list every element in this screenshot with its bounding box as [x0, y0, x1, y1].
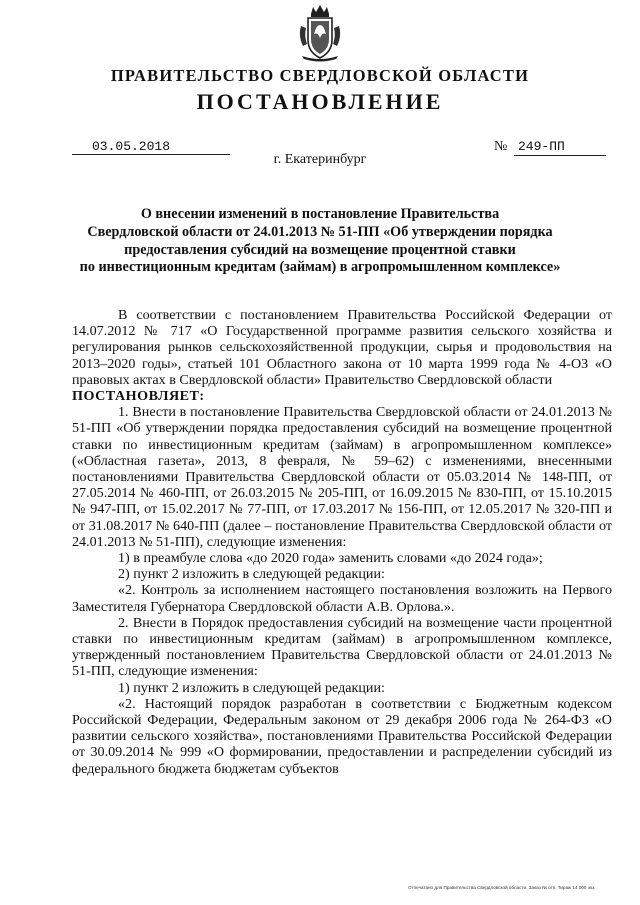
clause-1-2-text-paragraph: «2. Контроль за исполнением настоящего постановления возложить на Первого Заместителя Губернатора Свердловской области А.В. Орлова.».: [72, 582, 612, 615]
clause-1-1-paragraph: 1) в преамбуле слова «до 2020 года» заменить словами «до 2024 года»;: [118, 550, 543, 567]
subject-line: Свердловской области от 24.01.2013 № 51-ПП «Об утверждении порядка: [87, 223, 553, 240]
subject-line: О внесении изменений в постановление Правительства: [140, 206, 500, 222]
clause-1-2-paragraph: 2) пункт 2 изложить в следующей редакции:: [118, 566, 385, 583]
document-body: [72, 307, 612, 777]
clause-2-1-paragraph: 1) пункт 2 изложить в следующей редакции:: [118, 679, 385, 696]
document-type-title: ПОСТАНОВЛЕНИЕ: [196, 89, 444, 114]
subject-line: по инвестиционным кредитам (займам) в агропромышленном комплексе»: [79, 259, 561, 276]
clause-2-paragraph: 2. Внести в Порядок предоставления субсидий на возмещение части процентной ставки по инвестиционным кредитам (займам) в агропромышленном комплексе, утвержденный постановлением Правительства Свердловской области от 24.01.2013 № 51-ПП, следующие изменения:: [72, 614, 612, 680]
number-sign: №: [494, 139, 508, 154]
clause-2-1-text-paragraph: «2. Настоящий порядок разработан в соответствии с Бюджетным кодексом Российской Федерации, Федеральным законом от 29 декабря 2006 года № 264-ФЗ «О развитии сельского хозяйства», постановлениями Правительства Российской Федерации от 30.09.2014 № 999 «О формировании, предоставлении и распределении субсидий из федерального бюджета бюджетам субъектов: [72, 695, 612, 777]
preamble-paragraph: В соответствии с постановлением Правительства Российской Федерации от 14.07.2012 № 717 «О Государственной программе развития сельского хозяйства и регулирования рынков сельскохозяйственной продукции, сырья и продовольствия на 2013–2020 годы», статьей 101 Областного закона от 10 марта 1999 года № 4-ОЗ «О правовых актах в Свердловской области» Правительство Свердловской области: [72, 307, 612, 388]
coat-of-arms-icon: [298, 4, 342, 62]
number-value: 249-ПП: [514, 139, 606, 156]
clause-1-paragraph: 1. Внести в постановление Правительства Свердловской области от 24.01.2013 № 51-ПП «Об утверждении порядка предоставления субсидий на возмещение процентной ставки по инвестиционным кредитам (займам) в агропромышленном комплексе» («Областная газета», 2013, 8 февраля, № 59–62) с изменениями, внесенными постановлениями Правительства Свердловской области от 05.03.2014 № 148-ПП, от 27.05.2014 № 460-ПП, от 26.03.2015 № 205-ПП, от 16.09.2015 № 830-ПП, от 15.10.2015 № 947-ПП, от 15.02.2017 № 77-ПП, от 17.03.2017 № 156-ПП, от 12.05.2017 № 320-ПП и от 31.08.2017 № 640-ПП (далее – постановление Правительства Свердловской области от 24.01.2013 № 51-ПП), следующие изменения:: [72, 404, 612, 550]
document-subject: [40, 206, 600, 277]
organization-title: ПРАВИТЕЛЬСТВО СВЕРДЛОВСКОЙ ОБЛАСТИ: [110, 66, 530, 85]
subject-line: предоставления субсидий на возмещение процентной ставки: [124, 241, 516, 258]
city-label: г. Екатеринбург: [273, 152, 367, 167]
document-date: 03.05.2018: [72, 139, 230, 155]
resolves-heading: ПОСТАНОВЛЯЕТ:: [72, 388, 205, 405]
print-footer: Отпечатано для Правительства Свердловской области. Заказ № отп. Тираж 14 000 экз.: [408, 885, 596, 890]
